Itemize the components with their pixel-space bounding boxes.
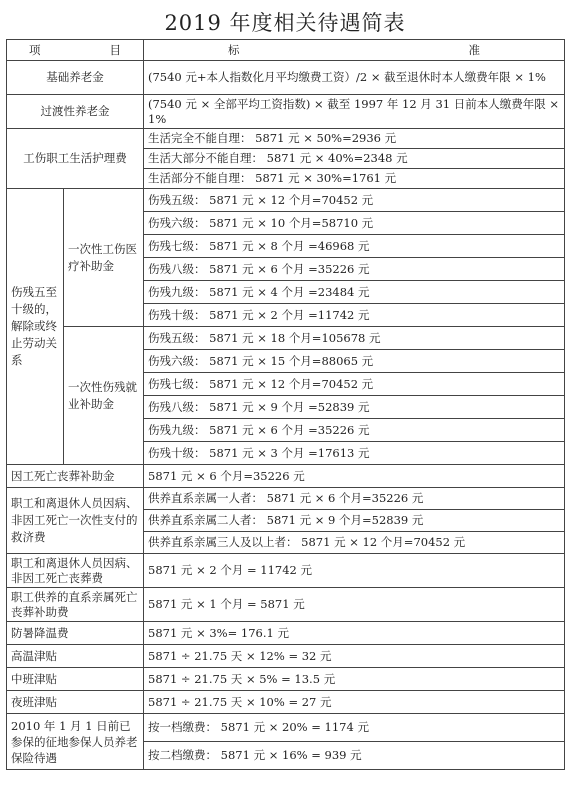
row-label: 夜班津贴: [7, 691, 144, 714]
row-value: 伤残九级： 5871 元 × 6 个月 =35226 元: [144, 419, 565, 442]
table-row: [7, 668, 565, 691]
row-value: 伤残八级： 5871 元 × 6 个月 =35226 元: [144, 258, 565, 281]
row-value: 生活完全不能自理： 5871 元 × 50%=2936 元: [144, 129, 565, 149]
row-value: 生活部分不能自理： 5871 元 × 30%=1761 元: [144, 169, 565, 189]
row-value: 伤残七级： 5871 元 × 8 个月 =46968 元: [144, 235, 565, 258]
header-item: 项 目: [7, 40, 144, 61]
row-value: 5871 ÷ 21.75 天 × 5% = 13.5 元: [144, 668, 565, 691]
row-sublabel: 一次性工伤医疗补助金: [64, 189, 144, 327]
row-label: 过渡性养老金: [7, 95, 144, 129]
table-row: [7, 129, 565, 149]
row-value: 伤残七级： 5871 元 × 12 个月=70452 元: [144, 373, 565, 396]
row-value: 供养直系亲属一人者： 5871 元 × 6 个月=35226 元: [144, 488, 565, 510]
row-value: 伤残五级： 5871 元 × 18 个月=105678 元: [144, 327, 565, 350]
row-value: (7540 元+本人指数化月平均缴费工资）/2 × 截至退休时本人缴费年限 × 1%: [144, 61, 565, 95]
table-row: [7, 327, 565, 350]
row-label: 职工和离退休人员因病、非因工死亡丧葬费: [7, 554, 144, 588]
table-row: [7, 622, 565, 645]
row-value: 伤残九级： 5871 元 × 4 个月 =23484 元: [144, 281, 565, 304]
table-row: [7, 588, 565, 622]
row-value: 生活大部分不能自理： 5871 元 × 40%=2348 元: [144, 149, 565, 169]
row-value: 5871 元 × 3%= 176.1 元: [144, 622, 565, 645]
row-sublabel: 一次性伤残就业补助金: [64, 327, 144, 465]
benefits-table: [6, 39, 565, 770]
page-title: 2019 年度相关待遇简表: [164, 11, 406, 35]
row-label: 职工供养的直系亲属死亡丧葬补助费: [7, 588, 144, 622]
row-label: 防暑降温费: [7, 622, 144, 645]
row-value: 供养直系亲属二人者： 5871 元 × 9 个月=52839 元: [144, 510, 565, 532]
table-row: [7, 645, 565, 668]
row-label: 因工死亡丧葬补助金: [7, 465, 144, 488]
row-value: 供养直系亲属三人及以上者： 5871 元 × 12 个月=70452 元: [144, 532, 565, 554]
row-label: 中班津贴: [7, 668, 144, 691]
row-value: 伤残五级： 5871 元 × 12 个月=70452 元: [144, 189, 565, 212]
row-label: 伤残五至十级的，解除或终止劳动关系: [7, 189, 64, 465]
table-row: [7, 691, 565, 714]
row-value: 5871 元 × 2 个月 = 11742 元: [144, 554, 565, 588]
row-value: 5871 ÷ 21.75 天 × 10% = 27 元: [144, 691, 565, 714]
table-row: [7, 554, 565, 588]
row-value: (7540 元 × 全部平均工资指数) × 截至 1997 年 12 月 31 日前本人缴费年限 × 1%: [144, 95, 565, 129]
table-row: [7, 714, 565, 742]
row-value: 5871 元 × 1 个月 = 5871 元: [144, 588, 565, 622]
row-label: 工伤职工生活护理费: [7, 129, 144, 189]
row-value: 伤残十级： 5871 元 × 3 个月 =17613 元: [144, 442, 565, 465]
row-value: 按一档缴费： 5871 元 × 20% = 1174 元: [144, 714, 565, 742]
table-header-row: [7, 40, 565, 61]
table-row: [7, 488, 565, 510]
table-row: [7, 189, 565, 212]
row-label: 职工和离退休人员因病、非因工死亡一次性支付的救济费: [7, 488, 144, 554]
table-row: [7, 465, 565, 488]
table-row: [7, 95, 565, 129]
header-standard: 标 准: [144, 40, 565, 61]
row-label: 2010 年 1 月 1 日前已参保的征地参保人员养老保险待遇: [7, 714, 144, 770]
row-value: 按二档缴费： 5871 元 × 16% = 939 元: [144, 742, 565, 770]
row-label: 高温津贴: [7, 645, 144, 668]
row-value: 伤残六级： 5871 元 × 10 个月=58710 元: [144, 212, 565, 235]
row-value: 伤残十级： 5871 元 × 2 个月 =11742 元: [144, 304, 565, 327]
row-value: 伤残六级： 5871 元 × 15 个月=88065 元: [144, 350, 565, 373]
table-row: [7, 61, 565, 95]
row-value: 5871 元 × 6 个月=35226 元: [144, 465, 565, 488]
row-value: 伤残八级： 5871 元 × 9 个月 =52839 元: [144, 396, 565, 419]
row-value: 5871 ÷ 21.75 天 × 12% = 32 元: [144, 645, 565, 668]
row-label: 基础养老金: [7, 61, 144, 95]
